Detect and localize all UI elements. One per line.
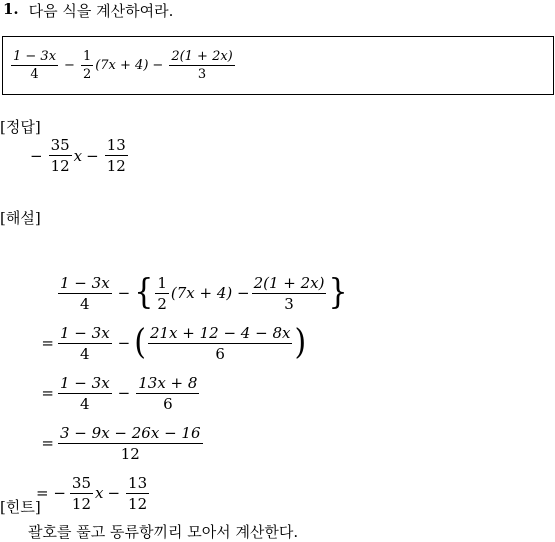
fraction <box>105 136 128 175</box>
denominator: 3 <box>197 67 207 82</box>
fraction <box>49 136 72 175</box>
hint-label: [힌트] <box>0 498 41 516</box>
fraction <box>136 374 199 413</box>
right-paren: ) <box>294 322 307 363</box>
operator: − <box>152 58 164 73</box>
numerator: 1 − 3x <box>60 373 110 392</box>
denominator: 4 <box>80 394 90 413</box>
parenthetical-term: (7x + 4) − <box>170 284 250 302</box>
numerator: 35 <box>50 136 70 154</box>
denominator: 4 <box>30 67 39 82</box>
operator: − <box>117 284 131 302</box>
fraction <box>58 274 112 313</box>
fraction <box>148 324 293 363</box>
left-paren: ( <box>134 322 146 363</box>
numerator: 13 <box>128 473 148 492</box>
left-brace: { <box>134 272 154 313</box>
numerator: 1 − 3x <box>60 323 110 342</box>
denominator: 2 <box>157 294 167 313</box>
step-row <box>36 318 348 368</box>
operator: − <box>107 484 121 502</box>
answer-expression <box>26 136 130 175</box>
answer-label: [정답] <box>0 118 41 136</box>
step-row <box>36 368 348 418</box>
problem-header <box>3 0 173 21</box>
problem-box <box>2 36 554 95</box>
fraction <box>252 274 327 313</box>
denominator: 2 <box>82 67 92 82</box>
step-row <box>36 418 348 468</box>
denominator: 12 <box>106 157 126 175</box>
variable: x <box>73 146 83 165</box>
numerator: 3 − 9x − 26x − 16 <box>60 423 201 442</box>
numerator: 1 − 3x <box>60 273 110 292</box>
denominator: 12 <box>50 157 70 175</box>
step-row <box>36 268 348 318</box>
denominator: 4 <box>80 294 90 313</box>
operator: − <box>86 146 99 165</box>
numerator: 1 <box>157 273 167 292</box>
numerator: 13x + 8 <box>138 373 198 392</box>
problem-expression <box>9 49 237 82</box>
fraction <box>58 374 112 413</box>
explanation-steps <box>36 268 348 518</box>
equals-sign: = <box>41 334 54 352</box>
hint-text: 괄호를 풀고 동류항끼리 모아서 계산한다. <box>28 523 299 541</box>
equals-sign: = <box>41 434 54 452</box>
denominator: 12 <box>120 444 140 463</box>
numerator: 1 − 3x <box>13 49 57 64</box>
denominator: 6 <box>163 394 173 413</box>
fraction <box>81 49 93 82</box>
operator: − <box>30 146 43 165</box>
denominator: 4 <box>80 344 90 363</box>
explanation-label: [해설] <box>0 209 41 227</box>
fraction <box>11 49 58 82</box>
parenthetical-term: (7x + 4) <box>95 58 149 73</box>
numerator: 35 <box>71 473 91 492</box>
fraction <box>70 474 93 513</box>
fraction <box>58 424 203 463</box>
denominator: 3 <box>284 294 294 313</box>
numerator: 1 <box>82 49 92 64</box>
equals-sign: = − <box>36 484 66 502</box>
equals-sign: = <box>41 384 54 402</box>
numerator: 2(1 + 2x) <box>253 273 325 292</box>
step-row <box>36 468 348 518</box>
numerator: 21x + 12 − 4 − 8x <box>149 323 291 342</box>
operator: − <box>64 58 75 73</box>
numerator: 2(1 + 2x) <box>171 49 233 64</box>
fraction <box>155 274 169 313</box>
fraction <box>126 474 149 513</box>
right-brace: } <box>328 272 348 313</box>
problem-number: 1. <box>3 0 19 18</box>
variable: x <box>95 484 104 502</box>
numerator: 13 <box>106 136 126 154</box>
operator: − <box>117 384 131 402</box>
fraction <box>58 324 112 363</box>
denominator: 12 <box>71 494 91 513</box>
denominator: 12 <box>128 494 148 513</box>
fraction <box>169 49 234 82</box>
operator: − <box>117 334 131 352</box>
denominator: 6 <box>215 344 225 363</box>
problem-instruction: 다음 식을 계산하여라. <box>28 2 174 20</box>
